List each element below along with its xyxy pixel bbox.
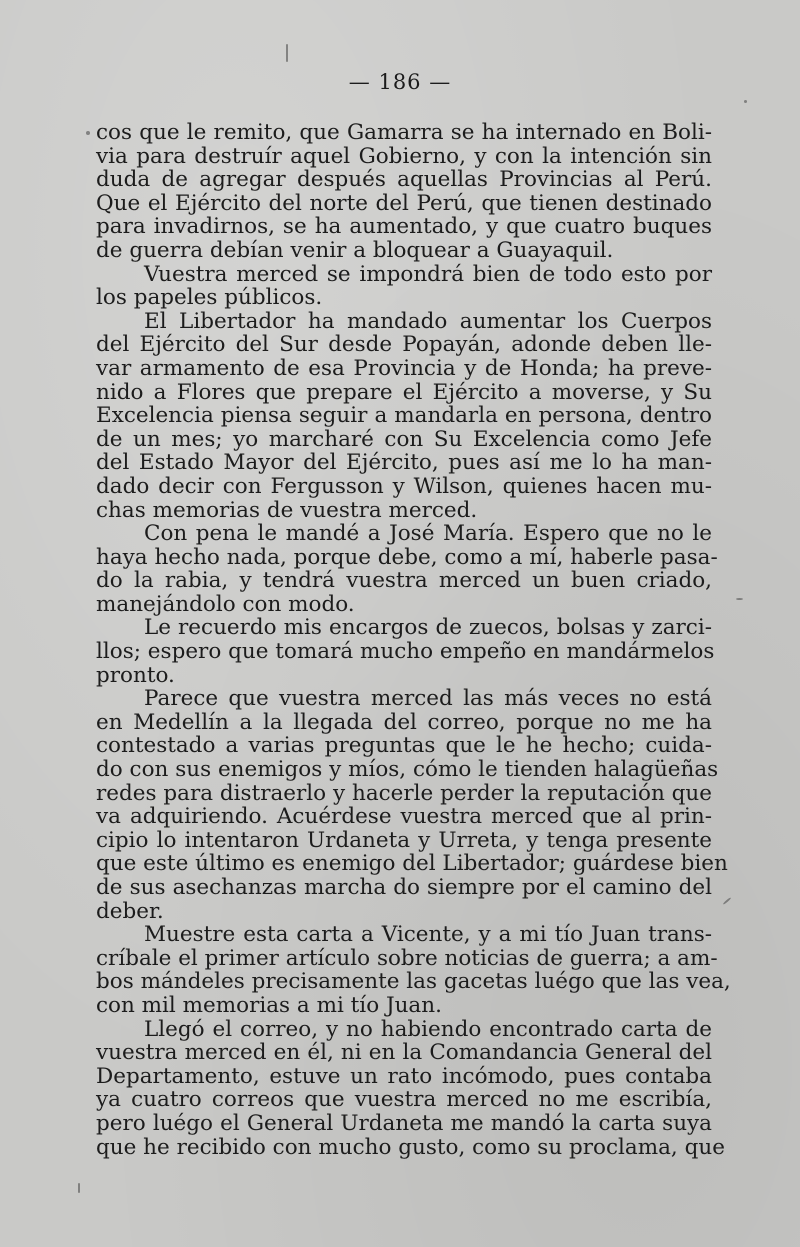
text-line: Muestre esta carta a Vicente, y a mi tío Juan trans- <box>144 922 712 948</box>
scan-speck <box>744 100 747 103</box>
text-line: Llegó el correo, y no habiendo encontrado carta de <box>144 1016 712 1042</box>
text-line: de guerra debían venir a bloquear a Guayaquil. <box>96 237 614 263</box>
text-line: cos que le remito, que Gamarra se ha internado en Boli- <box>96 120 712 145</box>
text-line: do con sus enemigos y míos, cómo le tienden halagüeñas <box>96 757 719 783</box>
text-line: chas memorias de vuestra merced. <box>96 497 478 523</box>
text-line: del Estado Mayor del Ejército, pues así me lo ha man- <box>96 450 712 476</box>
text-line: de sus asechanzas marcha do siempre por el camino del <box>96 875 712 900</box>
text-line: via para destruír aquel Gobierno, y con la intención sin <box>96 143 712 169</box>
text-line: que he recibido con mucho gusto, como su proclama, que <box>96 1134 725 1160</box>
scan-speck <box>736 598 743 600</box>
text-line: con mil memorias a mi tío Juan. <box>96 992 442 1018</box>
text-line: en Medellín a la llegada del correo, porque no me ha <box>96 709 712 735</box>
text-line: contestado a varias preguntas que le he hecho; cuida- <box>96 733 712 759</box>
text-line: manejándolo con modo. <box>96 591 355 617</box>
text-line: Vuestra merced se impondrá bien de todo esto por <box>144 261 712 287</box>
text-line: Parece que vuestra merced las más veces no está <box>144 686 712 712</box>
scan-speck <box>78 1183 80 1193</box>
text-line: va adquiriendo. Acuérdese vuestra merced que al prin- <box>96 804 712 830</box>
text-line: El Libertador ha mandado aumentar los Cuerpos <box>144 308 712 334</box>
scan-speck <box>286 44 288 62</box>
text-line: dado decir con Fergusson y Wilson, quienes hacen mu- <box>96 473 712 499</box>
text-line: Le recuerdo mis encargos de zuecos, bolsas y zarci- <box>144 615 712 641</box>
text-line: deber. <box>96 898 164 924</box>
text-line: haya hecho nada, porque debe, como a mí, haberle pasa- <box>96 544 718 570</box>
text-line: los papeles públicos. <box>96 285 323 311</box>
text-line: bos mándeles precisamente las gacetas luégo que las vea, <box>96 969 731 995</box>
text-line: redes para distraerlo y hacerle perder la reputación que <box>96 780 712 806</box>
text-line: nido a Flores que prepare el Ejército a moverse, y Su <box>96 379 712 405</box>
text-line: para invadirnos, se ha aumentado, y que cuatro buques <box>96 214 712 240</box>
text-line: var armamento de esa Provincia y de Honda; ha preve- <box>96 355 712 381</box>
text-line: del Ejército del Sur desde Popayán, adonde deben lle- <box>96 332 712 358</box>
text-line: de un mes; yo marcharé con Su Excelencia como Jefe <box>96 426 712 452</box>
text-line: cipio lo intentaron Urdaneta y Urreta, y tenga presente <box>96 827 712 853</box>
text-line: do la rabia, y tendrá vuestra merced un buen criado, <box>96 568 712 594</box>
body-text <box>96 120 731 1160</box>
text-line: críbale el primer artículo sobre noticias de guerra; a am- <box>96 945 718 971</box>
text-line: pero luégo el General Urdaneta me mandó la carta suya <box>96 1110 712 1136</box>
text-line: duda de agregar después aquellas Provincias al Perú. <box>96 167 712 193</box>
text-line: Excelencia piensa seguir a mandarla en persona, dentro <box>96 403 712 429</box>
text-line: pronto. <box>96 662 175 688</box>
text-line: Que el Ejército del norte del Perú, que tienen destinado <box>96 190 712 216</box>
text-line: ya cuatro correos que vuestra merced no me escribía, <box>96 1087 712 1113</box>
scan-speck <box>86 131 90 135</box>
text-line: que este último es enemigo del Libertador; guárdese bien <box>96 851 728 877</box>
page-number: — 186 — <box>348 70 452 94</box>
text-line: Departamento, estuve un rato incómodo, pues contaba <box>96 1063 712 1089</box>
text-line: vuestra merced en él, ni en la Comandancia General del <box>96 1040 712 1066</box>
text-line: llos; espero que tomará mucho empeño en mandármelos <box>96 639 715 665</box>
text-line: Con pena le mandé a José María. Espero que no le <box>144 521 712 547</box>
scan-speck <box>723 897 732 905</box>
